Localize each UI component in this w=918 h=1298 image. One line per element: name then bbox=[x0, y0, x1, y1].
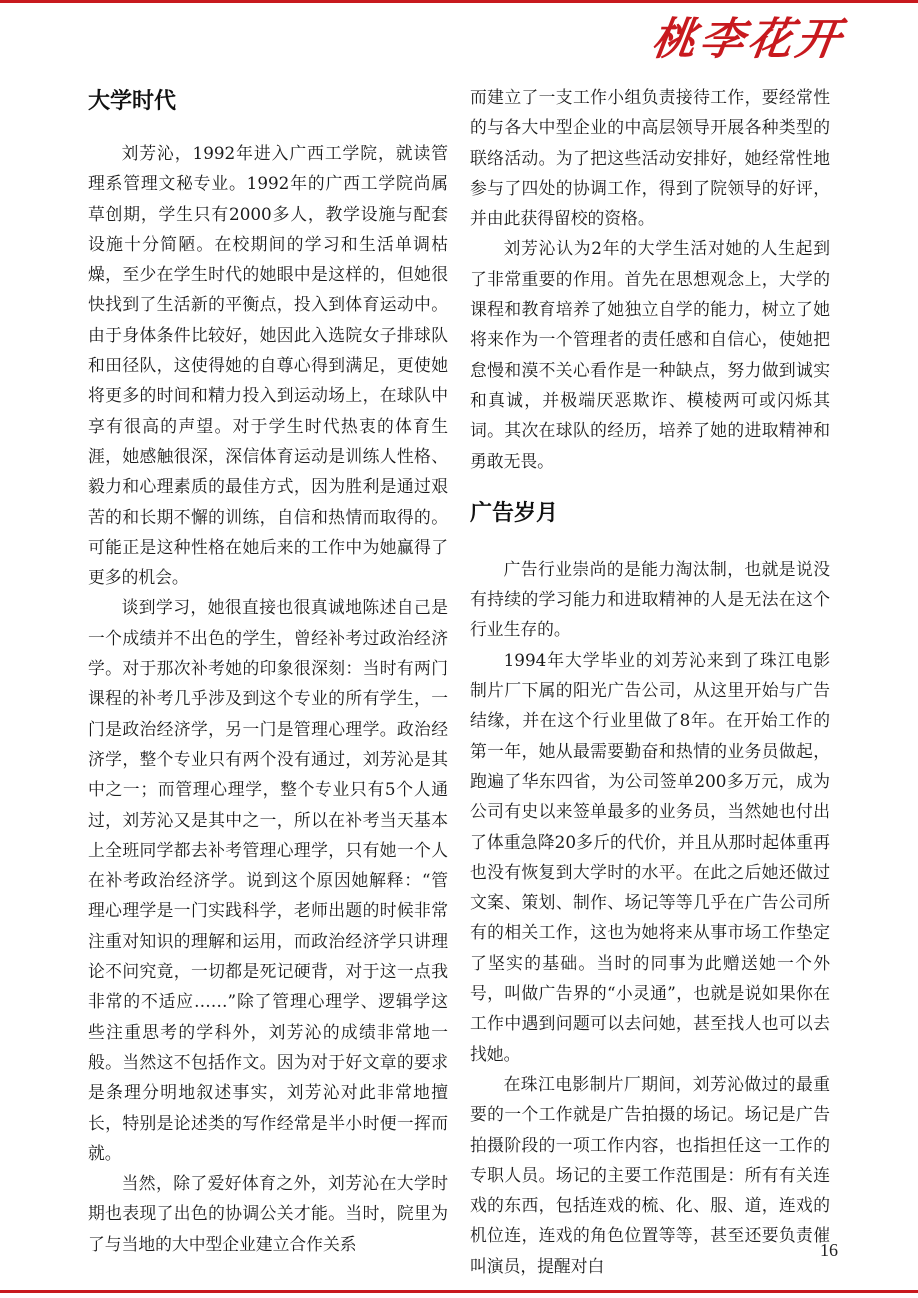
body-paragraph: 1994年大学毕业的刘芳沁来到了珠江电影制片厂下属的阳光广告公司，从这里开始与广告结缘，并在这个行业里做了8年。在开始工作的第一年，她从最需要勤奋和热情的业务员做起，跑遍了华东四省，为公司签单200多万元，成为公司有史以来签单最多的业务员，当然她也付出了体重急降20多斤的代价，并且从那时起体重再也没有恢复到大学时的水平。在此之后她还做过文案、策划、制作、场记等等几乎在广告公司所有的相关工作，这也为她将来从事市场工作垫定了坚实的基础。当时的同事为此赠送她一个外号，叫做广告界的“小灵通”，也就是说如果你在工作中遇到问题可以去问她，甚至找人也可以去找她。 bbox=[470, 649, 830, 1064]
right-column bbox=[470, 82, 830, 1281]
page-number: 16 bbox=[820, 1240, 838, 1260]
body-paragraph: 当然，除了爱好体育之外，刘芳沁在大学时期也表现了出色的协调公关才能。当时，院里为了与当地的大中型企业建立合作关系 bbox=[88, 1173, 448, 1254]
body-paragraph: 谈到学习，她很直接也很真诚地陈述自己是一个成绩并不出色的学生，曾经补考过政治经济学。对于那次补考她的印象很深刻：当时有两门课程的补考几乎涉及到这个专业的所有学生，一门是政治经济学，另一门是管理心理学。政治经济学，整个专业只有两个没有通过，刘芳沁是其中之一；而管理心理学，整个专业只有5个人通过，刘芳沁又是其中之一，所以在补考当天基本上全班同学都去补考管理心理学，只有她一个人在补考政治经济学。说到这个原因她解释：“管理心理学是一门实践科学，老师出题的时候非常注重对知识的理解和运用，而政治经济学只讲理论不问究竟，一切都是死记硬背，对于这一点我非常的不适应……”除了管理心理学、逻辑学这些注重思考的学科外，刘芳沁的成绩非常地一般。当然这不包括作文。因为对于好文章的要求是条理分明地叙述事实，刘芳沁对此非常地擅长，特别是论述类的写作经常是半小时便一挥而就。 bbox=[88, 597, 448, 1163]
body-paragraph: 刘芳沁认为2年的大学生活对她的人生起到了非常重要的作用。首先在思想观念上，大学的课程和教育培养了她独立自学的能力，树立了她将来作为一个管理者的责任感和自信心，使她把怠慢和漠不关心看作是一种缺点，努力做到诚实和真诚，并极端厌恶欺诈、模棱两可或闪烁其词。其次在球队的经历，培养了她的进取精神和勇敢无畏。 bbox=[470, 238, 830, 471]
body-paragraph: 广告行业崇尚的是能力淘汰制，也就是说没有持续的学习能力和进取精神的人是无法在这个行业生存的。 bbox=[470, 558, 830, 640]
magazine-logo: 桃李花开 bbox=[648, 14, 848, 65]
section-heading-university: 大学时代 bbox=[88, 89, 177, 114]
continued-paragraph: 而建立了一支工作小组负责接待工作，要经常性的与各大中型企业的中高层领导开展各种类型的联络活动。为了把这些活动安排好，她经常性地参与了四处的协调工作，得到了院领导的好评，并由此获得留校的资格。 bbox=[470, 87, 830, 229]
top-red-rule bbox=[0, 0, 918, 3]
body-paragraph: 在珠江电影制片厂期间，刘芳沁做过的最重要的一个工作就是广告拍摄的场记。场记是广告拍摄阶段的一项工作内容，也指担任这一工作的专职人员。场记的主要工作范围是：所有有关连戏的东西，包括连戏的梳、化、服、道，连戏的机位连，连戏的角色位置等等，甚至还要负责催叫演员，提醒对白 bbox=[470, 1073, 830, 1276]
left-column bbox=[88, 80, 448, 1259]
bottom-red-rule bbox=[0, 1290, 918, 1293]
body-paragraph: 刘芳沁，1992年进入广西工学院，就读管理系管理文秘专业。1992年的广西工学院尚属草创期，学生只有2000多人，教学设施与配套设施十分简陋。在校期间的学习和生活单调枯燥，至少在学生时代的她眼中是这样的，但她很快找到了生活新的平衡点，投入到体育运动中。由于身体条件比较好，她因此入选院女子排球队和田径队，这使得她的自尊心得到满足，更使她将更多的时间和精力投入到运动场上，在球队中享有很高的声望。对于学生时代热衷的体育生涯，她感触很深，深信体育运动是训练人性格、毅力和心理素质的最佳方式，因为胜利是通过艰苦的和长期不懈的训练，自信和热情而取得的。可能正是这种性格在她后来的工作中为她赢得了更多的机会。 bbox=[88, 143, 448, 588]
section-heading-advertising: 广告岁月 bbox=[470, 500, 559, 526]
